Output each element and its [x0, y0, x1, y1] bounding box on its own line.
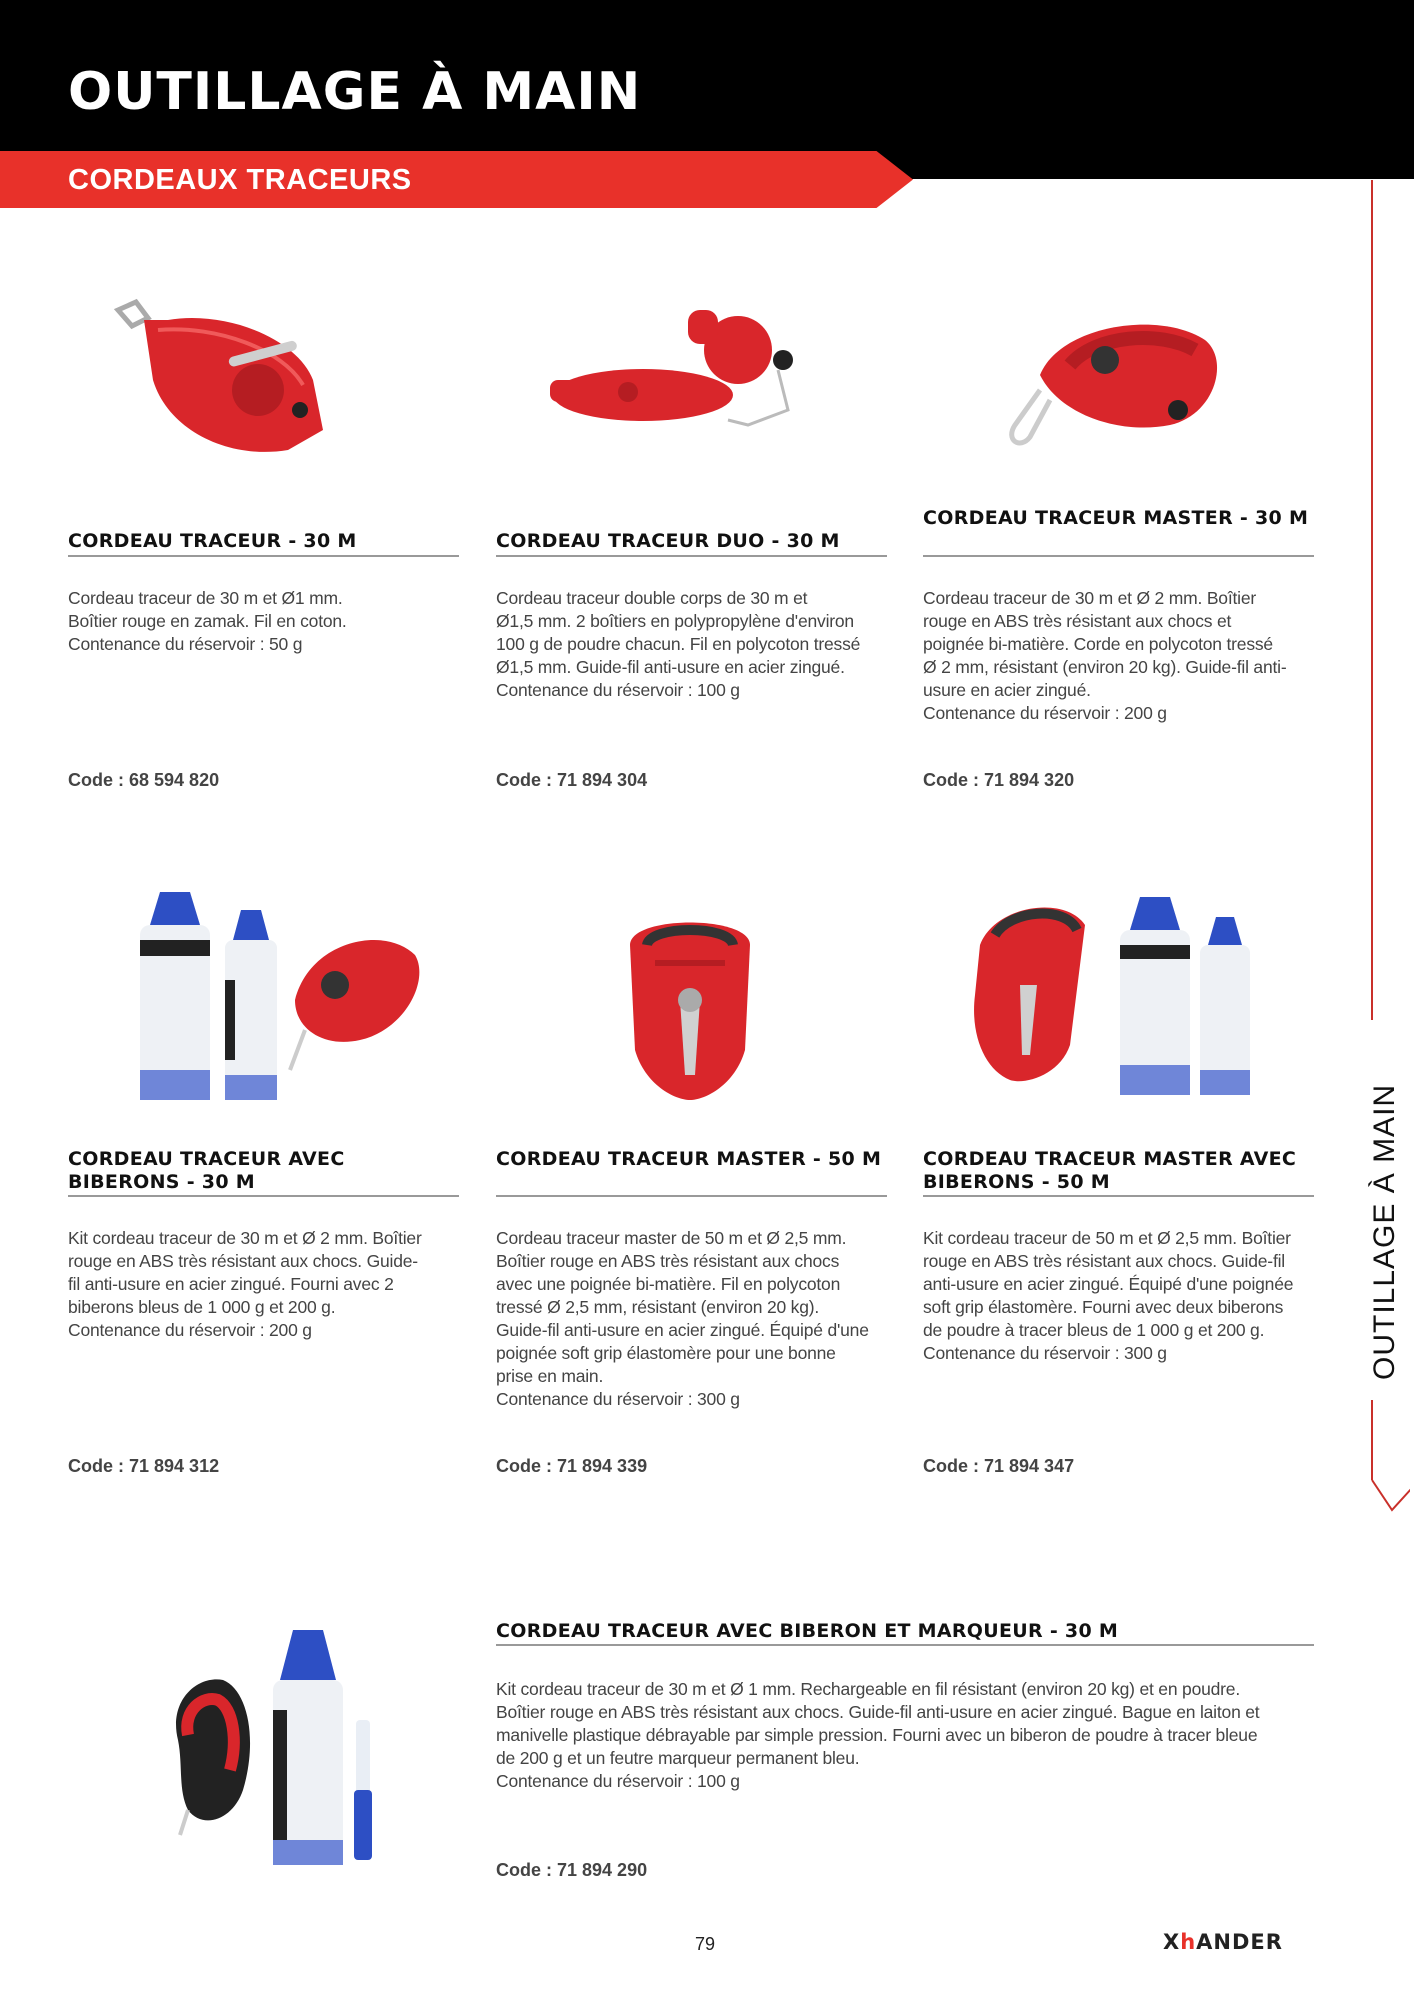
- product-description: Kit cordeau traceur de 30 m et Ø 1 mm. Rechargeable en fil résistant (environ 20 kg) et en poudre. Boîtier rouge en ABS très résistant aux chocs. Guide-fil anti-usure en acier zingué. Bague en laiton et manivelle plastique débrayable par simple pression. Fourni avec un biberon de poudre à tracer bleue de 200 g et un feutre marqueur permanent bleu. Contenance du réservoir : 100 g: [496, 1679, 1260, 1791]
- title-rule: [923, 1195, 1314, 1197]
- product-code: Code : 71 894 339: [496, 1456, 648, 1476]
- section-title: CORDEAUX TRACEURS: [68, 164, 412, 196]
- page-number: 79: [695, 1934, 716, 1954]
- product-title: CORDEAU TRACEUR - 30 M: [68, 530, 357, 552]
- product-code: Code : 71 894 304: [496, 770, 648, 790]
- chalk-line-marker-kit-icon: [168, 1620, 388, 1870]
- title-rule: [68, 1195, 459, 1197]
- product-code: Code : 71 894 290: [496, 1860, 648, 1880]
- product-description: Cordeau traceur double corps de 30 m et Ø1,5 mm. 2 boîtiers en polypropylène d'environ 100 g de poudre chacun. Fil en polycoton tressé Ø1,5 mm. Guide-fil anti-usure en acier zingué. Contenance du réservoir : 100 g: [496, 588, 861, 700]
- product-code: Code : 71 894 347: [923, 1456, 1075, 1476]
- title-rule: [496, 1195, 887, 1197]
- chalk-line-kit-bottles-icon: [135, 880, 425, 1105]
- chalk-line-zamak-icon: [108, 290, 338, 470]
- product-description: Cordeau traceur de 30 m et Ø 2 mm. Boîtier rouge en ABS très résistant aux chocs et poignée bi-matière. Corde en polycoton tressé Ø 2 mm, résistant (environ 20 kg). Guide-fil anti- usure en acier zingué. Contenance du réservoir : 200 g: [923, 588, 1287, 723]
- product-title: CORDEAU TRACEUR AVEC BIBERONS - 30 M: [68, 1148, 345, 1193]
- side-chapter-label: OUTILLAGE À MAIN: [1368, 1083, 1401, 1380]
- product-code: Code : 71 894 312: [68, 1456, 220, 1476]
- title-rule: [68, 555, 459, 557]
- brand-logo: XhANDER: [1163, 1930, 1283, 1954]
- title-rule: [923, 555, 1314, 557]
- product-title: CORDEAU TRACEUR MASTER - 30 M: [923, 507, 1309, 529]
- product-description: Cordeau traceur master de 50 m et Ø 2,5 mm. Boîtier rouge en ABS très résistant aux chocs avec une poignée bi-matière. Fil en polycoton tressé Ø 2,5 mm, résistant (environ 20 kg). Guide-fil anti-usure en acier zingué. Équipé d'une poignée soft grip élastomère pour une bonne prise en main. Contenance du réservoir : 300 g: [496, 1228, 869, 1409]
- chalk-line-master-kit-icon: [965, 885, 1255, 1100]
- product-title: CORDEAU TRACEUR MASTER AVEC BIBERONS - 50 M: [923, 1148, 1297, 1193]
- product-title: CORDEAU TRACEUR DUO - 30 M: [496, 530, 840, 552]
- title-rule: [496, 1644, 1314, 1646]
- product-description: Cordeau traceur de 30 m et Ø1 mm. Boîtier rouge en zamak. Fil en coton. Contenance du réservoir : 50 g: [68, 588, 347, 654]
- title-rule: [496, 555, 887, 557]
- product-description: Kit cordeau traceur de 50 m et Ø 2,5 mm. Boîtier rouge en ABS très résistant aux chocs. Guide-fil anti-usure en acier zingué. Équipé d'une poignée soft grip élastomère. Fourni avec deux biberons de poudre à tracer bleus de 1 000 g et 200 g. Contenance du réservoir : 300 g: [923, 1228, 1294, 1363]
- chalk-line-duo-icon: [548, 300, 808, 460]
- chalk-line-master-50-icon: [625, 905, 755, 1105]
- product-description: Kit cordeau traceur de 30 m et Ø 2 mm. Boîtier rouge en ABS très résistant aux chocs. Guide- fil anti-usure en acier zingué. Fourni avec 2 biberons bleus de 1 000 g et 200 g. Contenance du réservoir : 200 g: [68, 1228, 422, 1340]
- page-title: OUTILLAGE À MAIN: [68, 62, 642, 122]
- product-code: Code : 68 594 820: [68, 770, 220, 790]
- product-code: Code : 71 894 320: [923, 770, 1075, 790]
- product-title: CORDEAU TRACEUR MASTER - 50 M: [496, 1148, 882, 1170]
- chalk-line-master-icon: [1000, 305, 1230, 455]
- product-title: CORDEAU TRACEUR AVEC BIBERON ET MARQUEUR - 30 M: [496, 1620, 1119, 1642]
